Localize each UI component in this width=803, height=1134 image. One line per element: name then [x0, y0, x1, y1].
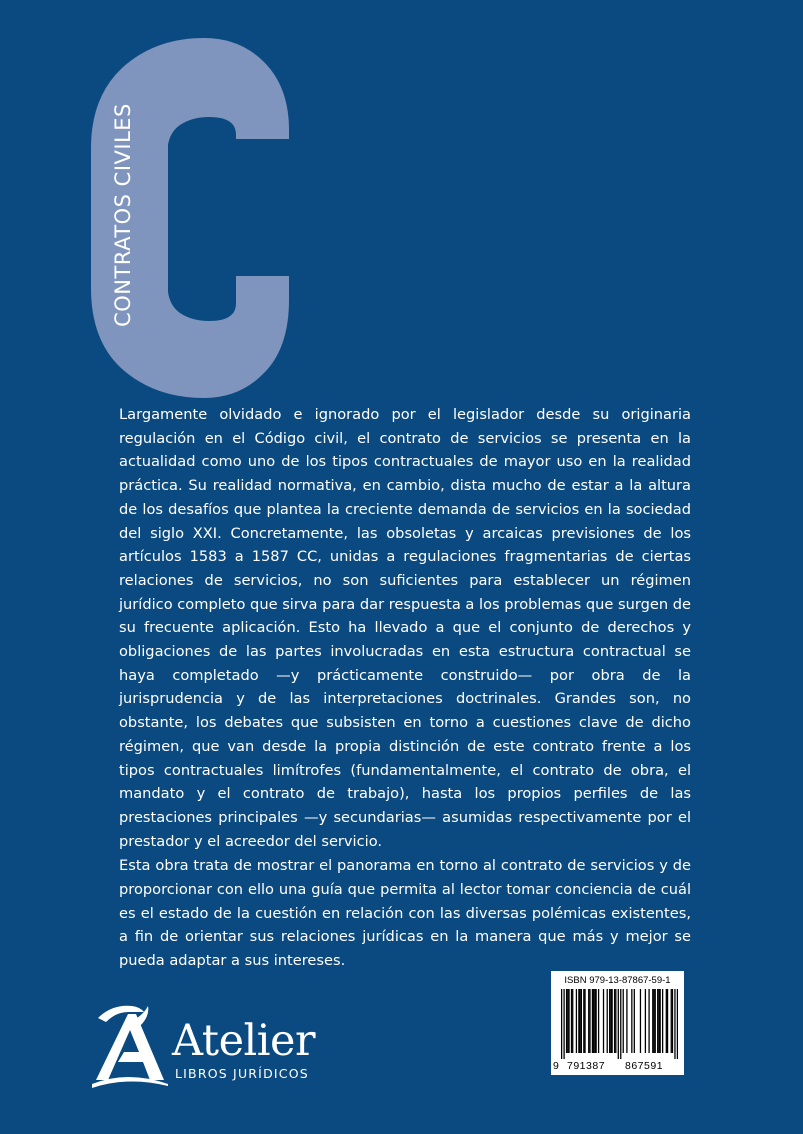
barcode-bar — [674, 989, 675, 1059]
barcode-bar — [631, 989, 632, 1053]
barcode-bar — [623, 989, 624, 1053]
barcode-bar — [634, 989, 635, 1053]
blurb-paragraph-2-text: Esta obra trata de mostrar el panorama en torno al contrato de servicios y de proporcionar con ello una guía que permita al lector tomar conciencia de cuál es el estado de la cuestión en relación con las diversas polémicas existentes, a fin de orientar sus relaciones jurídicas en la manera que más y mejor se pueda adaptar a sus intereses. — [119, 857, 691, 970]
barcode-bars — [561, 989, 678, 1059]
blurb-paragraph-1-text: Largamente olvidado e ignorado por el legislador desde su originaria regulación en el Código civil, el contrato de servicios se presenta en la actualidad como uno de los tipos contractuales de mayor uso en la realidad práctica. Su realidad normativa, en cambio, dista mucho de estar a la altura de los desafíos que plantea la creciente demanda de servicios en la sociedad del siglo XXI. Concretamente, las obsoletas y arcaicas previsiones de los artículos 1583 a 1587 CC, unidas a regulaciones fragmentarias de ciertas relaciones de servicios, no son suficientes para establecer un régimen jurídico completo que sirva para dar respuesta a los problemas que surgen de su frecuente aplicación. Esto ha llevado a que el conjunto de derechos y obligaciones de las partes involucradas en esta estructura contractual se haya completado —y prácticamente construido— por obra de la jurisprudencia y de las interpretaciones doctrinales. Grandes son, no obstante, los debates que subsisten en torno a cuestiones clave de dicho régimen, que van desde la propia distinción de este contrato frente a los tipos contractuales limítrofes (fundamentalmente, el contrato de obra, el mandato y el contrato de trabajo), hasta los propios perfiles de las prestaciones principales —y secundarias— asumidas respectivamente por el prestador y el acreedor del servicio. — [119, 406, 691, 850]
isbn-barcode — [551, 971, 684, 1075]
barcode-right-group: 867591 — [625, 1060, 664, 1072]
barcode-bar — [566, 989, 567, 1053]
barcode-bar — [615, 989, 616, 1053]
barcode-bar — [603, 989, 604, 1053]
barcode-bar — [614, 989, 615, 1053]
barcode-bar — [655, 989, 656, 1053]
barcode-lead-digit: 9 — [553, 1060, 560, 1072]
barcode-bar — [571, 989, 572, 1053]
barcode-bar — [567, 989, 568, 1053]
barcode-bar — [667, 989, 668, 1053]
barcode-bar — [561, 989, 562, 1059]
barcode-bar — [672, 989, 673, 1053]
barcode-bar — [572, 989, 573, 1053]
series-title: CONTRATOS CIVILES — [111, 103, 135, 327]
barcode-bar — [620, 989, 621, 1059]
barcode-bar — [648, 989, 649, 1053]
barcode-bar — [658, 989, 659, 1053]
barcode-bar — [609, 989, 610, 1053]
publisher-block — [88, 996, 328, 1086]
barcode-bar — [618, 989, 619, 1059]
barcode-bar — [592, 989, 593, 1053]
barcode-bar — [563, 989, 564, 1059]
barcode-bar — [581, 989, 582, 1053]
barcode-bar — [626, 989, 627, 1053]
blurb-paragraph-2 — [119, 854, 691, 973]
barcode-bar — [589, 989, 590, 1053]
barcode-bar — [677, 989, 678, 1059]
barcode-bar — [662, 989, 663, 1053]
barcode-bar — [593, 989, 594, 1053]
barcode-bar — [610, 989, 611, 1053]
barcode-bar — [657, 989, 658, 1053]
isbn-label: ISBN 979-13-87867-59-1 — [564, 975, 671, 986]
barcode-bar — [579, 989, 580, 1053]
blurb-paragraph-1 — [119, 403, 691, 853]
barcode-left-group: 791387 — [567, 1060, 606, 1072]
publisher-name: Atelier — [172, 1016, 316, 1066]
publisher-subtitle: LIBROS JURÍDICOS — [175, 1066, 309, 1081]
atelier-a-logo-icon — [88, 1000, 170, 1088]
barcode-bar — [666, 989, 667, 1053]
barcode-bar — [640, 989, 641, 1053]
barcode-bar — [671, 989, 672, 1053]
barcode-bar — [607, 989, 608, 1053]
barcode-bar — [652, 989, 653, 1053]
barcode-bar — [568, 989, 569, 1053]
barcode-bar — [611, 989, 612, 1053]
barcode-bar — [578, 989, 579, 1053]
barcode-bar — [583, 989, 584, 1053]
barcode-bar — [576, 989, 577, 1053]
barcode-bar — [595, 989, 596, 1053]
barcode-bar — [588, 989, 589, 1053]
back-cover-blurb — [119, 403, 691, 973]
barcode-bar — [653, 989, 654, 1053]
barcode-bar — [594, 989, 595, 1053]
barcode-bar — [584, 989, 585, 1053]
barcode-bar — [660, 989, 661, 1053]
barcode-bar — [598, 989, 599, 1053]
barcode-bar — [645, 989, 646, 1053]
